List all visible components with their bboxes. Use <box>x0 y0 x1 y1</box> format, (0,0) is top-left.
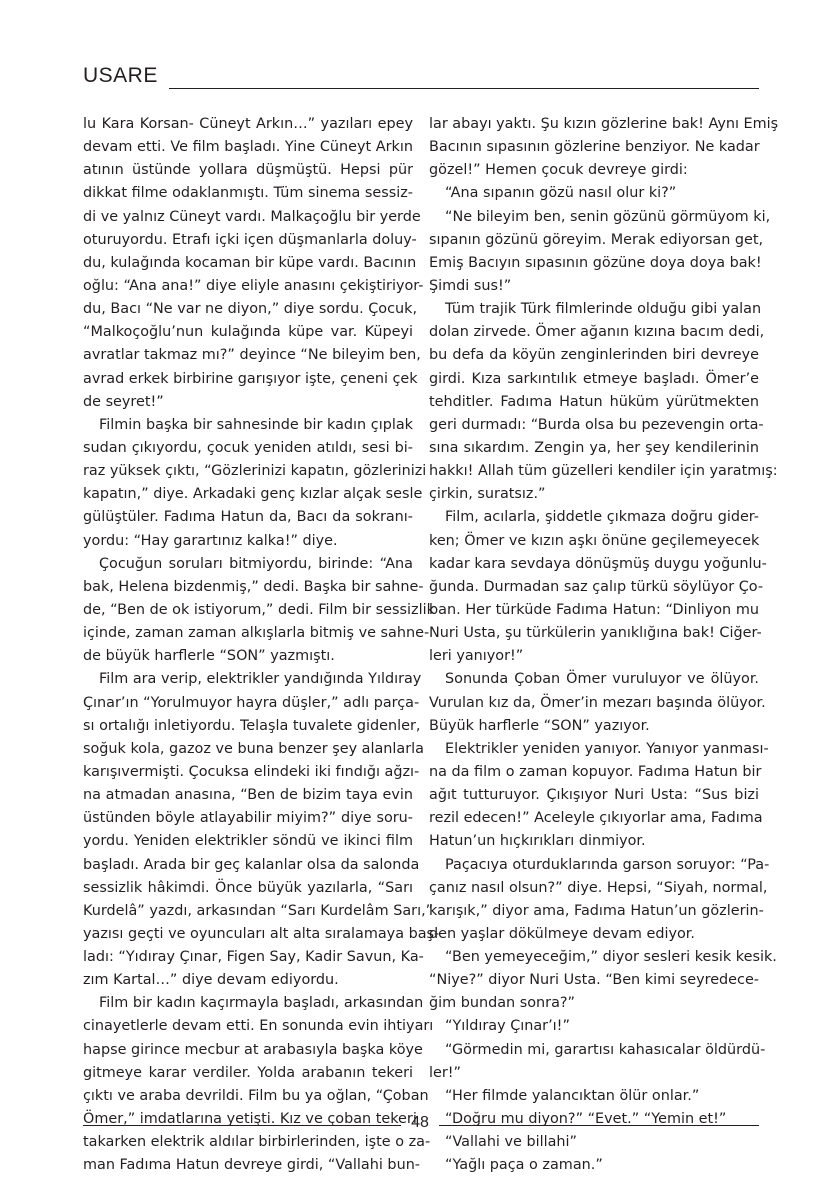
text-line: Kurdelâ” yazdı, arkasından “Sarı Kurdelâm Sarı,” <box>83 902 434 919</box>
text-line: sı ortalığı inletiyordu. Telaşla tuvalete gidenler, <box>83 717 421 734</box>
text-line: gözel!” Hemen çocuk devreye girdi: <box>429 162 688 179</box>
footer-rule-right <box>439 1125 759 1126</box>
text-line: gitmeye karar verdiler. Yolda arabanın tekeri <box>83 1064 413 1081</box>
text-line: sıpanın gözünü göreyim. Merak ediyorsan get, <box>429 231 764 248</box>
text-line: yordu. Yeniden elektrikler söndü ve ikinci film <box>83 833 413 850</box>
page-number: 48 <box>411 1114 429 1131</box>
text-line: Çocuğun soruları bitmiyordu, birinde: “Ana <box>99 555 413 572</box>
footer-rule-left <box>83 1125 401 1126</box>
text-line: de büyük harflerle “SON” yazmıştı. <box>83 648 335 665</box>
text-line: sessizlik hâkimdi. Önce büyük yazılarla, “Sarı <box>83 879 413 896</box>
running-header <box>83 64 759 94</box>
text-line: hakkı! Allah tüm güzelleri kendiler için yaratmış: <box>429 463 778 480</box>
text-line: Film bir kadın kaçırmayla başladı, arkasından <box>99 995 424 1012</box>
text-line: gülüştüler. Fadıma Hatun da, Bacı da sokranı- <box>83 509 413 526</box>
text-line: leri yanıyor!” <box>429 648 524 665</box>
text-line: raz yüksek çıktı, “Gözlerinizi kapatın, gözlerinizi <box>83 463 427 480</box>
text-line: de, “Ben de ok istiyorum,” dedi. Film bir sessizlik <box>83 601 435 618</box>
text-line: avrad erkek birbirine garışıyor işte, çeneni çek <box>83 370 418 387</box>
text-line: Film ara verip, elektrikler yandığında Yıldıray <box>99 671 422 688</box>
text-line: “Niye?” diyor Nuri Usta. “Ben kimi seyredece- <box>429 972 759 989</box>
text-line: lu Kara Korsan- Cüneyt Arkın…” yazıları epey <box>83 116 413 132</box>
text-line: “Ana sıpanın gözü nasıl olur ki?” <box>445 185 677 202</box>
text-line: girdi. Kıza sarkıntılık etmeye başladı. Ömer’e <box>429 370 759 387</box>
text-line: karışık,” diyor ama, Fadıma Hatun’un gözlerin- <box>429 902 764 919</box>
text-line: bak, Helena bizdenmiş,” dedi. Başka bir sahne- <box>83 578 424 595</box>
text-line: tehditler. Fadıma Hatun hüküm yürütmekten <box>429 393 759 410</box>
text-line: du, Bacı “Ne var ne diyon,” diye sordu. Çocuk, <box>83 301 418 318</box>
text-line: karışıvermişti. Çocuksa elindeki iki fındığı ağzı- <box>83 763 420 780</box>
text-line: man Fadıma Hatun devreye girdi, “Vallahi bun- <box>83 1157 421 1174</box>
text-line: zım Kartal…” diye devam ediyordu. <box>83 972 339 989</box>
text-line: kadar kara sevdaya dönüşmüş duygu yoğunlu- <box>429 555 767 572</box>
text-line: üstünden böyle atlayabilir miyim?” diye soru- <box>83 810 413 827</box>
right-text-column <box>429 113 779 1177</box>
text-line: çıktı ve araba devrildi. Film bu ya oğlan, “Çoban <box>83 1087 429 1104</box>
text-line: avratlar takmaz mı?” deyince “Ne bileyim ben, <box>83 347 421 364</box>
text-line: sına sıkardım. Zengin ya, her şey kendilerinin <box>429 439 759 456</box>
text-line: “Yağlı paça o zaman.” <box>445 1157 603 1174</box>
text-line: çirkin, suratsız.” <box>429 486 546 503</box>
text-line: “Vallahi ve billahi” <box>445 1134 577 1151</box>
text-line: Emiş Bacıyın sıpasının gözüne doya doya bak! <box>429 254 762 271</box>
text-line: hapse girince mecbur at arabasıyla başka köye <box>83 1041 423 1058</box>
text-line: Çınar’ın “Yorulmuyor hayra düşler,” adlı parça- <box>83 694 420 711</box>
text-line: Nuri Usta, şu türkülerin yanıklığına bak! Ciğer- <box>429 625 762 642</box>
text-line: Elektrikler yeniden yanıyor. Yanıyor yanması- <box>445 740 769 757</box>
page-footer <box>83 1112 759 1138</box>
text-line: “Ne bileyim ben, senin gözünü görmüyom ki, <box>445 208 771 225</box>
text-line: ler!” <box>429 1064 461 1081</box>
text-line: Şimdi sus!” <box>429 277 512 294</box>
text-line: bu defa da köyün zenginlerinden biri devreye <box>429 347 759 364</box>
text-line: geri durmadı: “Burda olsa bu pezevengin orta- <box>429 416 764 433</box>
text-line: Film, acılarla, şiddetle çıkmaza doğru gider- <box>445 509 759 526</box>
text-line: kapatın,” diye. Arkadaki genç kızlar alçak sesle <box>83 486 423 503</box>
text-line: atının üstünde yollara düşmüştü. Hepsi pür <box>83 162 413 179</box>
text-line: cinayetlerle devam etti. En sonunda evin ihtiyarı <box>83 1018 434 1035</box>
text-line: lar abayı yaktı. Şu kızın gözlerine bak! Aynı Emiş <box>429 116 779 132</box>
text-line: “Ben yemeyeceğim,” diyor sesleri kesik kesik. <box>445 949 777 966</box>
text-line: ğunda. Durmadan saz çalıp türkü söylüyor Ço- <box>429 578 764 595</box>
text-line: ladı: “Yıdıray Çınar, Figen Say, Kadir Savun, Ka- <box>83 949 424 966</box>
header-rule <box>169 88 759 89</box>
text-line: “Doğru mu diyon?” “Evet.” “Yemin et!” <box>445 1111 727 1128</box>
text-line: ban. Her türküde Fadıma Hatun: “Dinliyon mu <box>429 601 759 618</box>
text-line: Tüm trajik Türk filmlerinde olduğu gibi yalan <box>445 301 762 318</box>
text-line: ağıt tutturuyor. Çıkışıyor Nuri Usta: “Sus bizi <box>429 787 759 804</box>
text-line: içinde, zaman zaman alkışlarla bitmiş ve sahne- <box>83 625 430 642</box>
text-line: yazısı geçti ve oyuncuları alt alta sıralamaya baş- <box>83 925 440 942</box>
text-line: “Yıldıray Çınar’ı!” <box>445 1018 570 1035</box>
text-line: “Görmedin mi, garartısı kahasıcalar öldürdü- <box>445 1041 766 1058</box>
text-line: Ömer,” imdatlarına yetişti. Kız ve çoban tekeri <box>83 1111 417 1128</box>
text-line: takarken elektrik aldılar birbirlerinden, işte o za- <box>83 1134 431 1151</box>
text-line: “Malkoçoğlu’nun kulağında küpe var. Küpeyi <box>83 324 413 341</box>
text-line: ken; Ömer ve kızın aşkı önüne geçilemeyecek <box>429 532 760 549</box>
text-line: dikkat filme odaklanmıştı. Tüm sinema sessiz- <box>83 185 413 202</box>
text-line: başladı. Arada bir geç kalanlar olsa da salonda <box>83 856 420 873</box>
text-line: Büyük harflerle “SON” yazıyor. <box>429 717 650 734</box>
text-line: na da film o zaman kopuyor. Fadıma Hatun bir <box>429 763 762 780</box>
text-line: oğlu: “Ana ana!” diye eliyle anasını çekiştiriyor- <box>83 277 424 294</box>
text-line: çanız nasıl olsun?” diye. Hepsi, “Siyah, normal, <box>429 879 768 896</box>
text-line: di ve yalnız Cüneyt vardı. Malkaçoğlu bir yerde <box>83 208 421 225</box>
text-line: “Her filmde yalancıktan ölür onlar.” <box>445 1087 700 1104</box>
text-line: du, kulağında kocaman bir küpe vardı. Bacının <box>83 254 417 271</box>
text-line: devam etti. Ve film başladı. Yine Cüneyt Arkın <box>83 139 413 156</box>
text-line: sudan çıkıyordu, çocuk yeniden atıldı, sesi bi- <box>83 439 413 456</box>
text-line: de seyret!” <box>83 393 164 410</box>
text-line: Bacının sıpasının gözlerine benziyor. Ne kadar <box>429 139 760 156</box>
text-line: dolan zirvede. Ömer ağanın kızına bacım dedi, <box>429 324 765 341</box>
text-line: Vurulan kız da, Ömer’in mezarı başında ölüyor. <box>429 694 766 711</box>
text-line: rezil edecen!” Aceleyle çıkıyorlar ama, Fadıma <box>429 810 763 827</box>
text-line: yordu: “Hay garartınız kalka!” diye. <box>83 532 338 549</box>
text-line: soğuk kola, gazoz ve buna benzer şey alanlarla <box>83 740 424 757</box>
text-line: oturuyordu. Etrafı içki içen düşmanlarla doluy- <box>83 231 417 248</box>
text-line: Sonunda Çoban Ömer vuruluyor ve ölüyor. <box>445 671 759 688</box>
text-line: Filmin başka bir sahnesinde bir kadın çıplak <box>99 416 413 433</box>
text-line: ğim bundan sonra?” <box>429 995 576 1012</box>
text-line: Paçacıya oturduklarında garson soruyor: “Pa- <box>445 856 770 873</box>
text-line: den yaşlar dökülmeye devam ediyor. <box>429 925 695 942</box>
text-line: Hatun’un hıçkırıkları dinmiyor. <box>429 833 646 850</box>
text-line: na atmadan anasına, “Ben de bizim taya evin <box>83 787 413 804</box>
header-title: USARE <box>83 64 158 87</box>
